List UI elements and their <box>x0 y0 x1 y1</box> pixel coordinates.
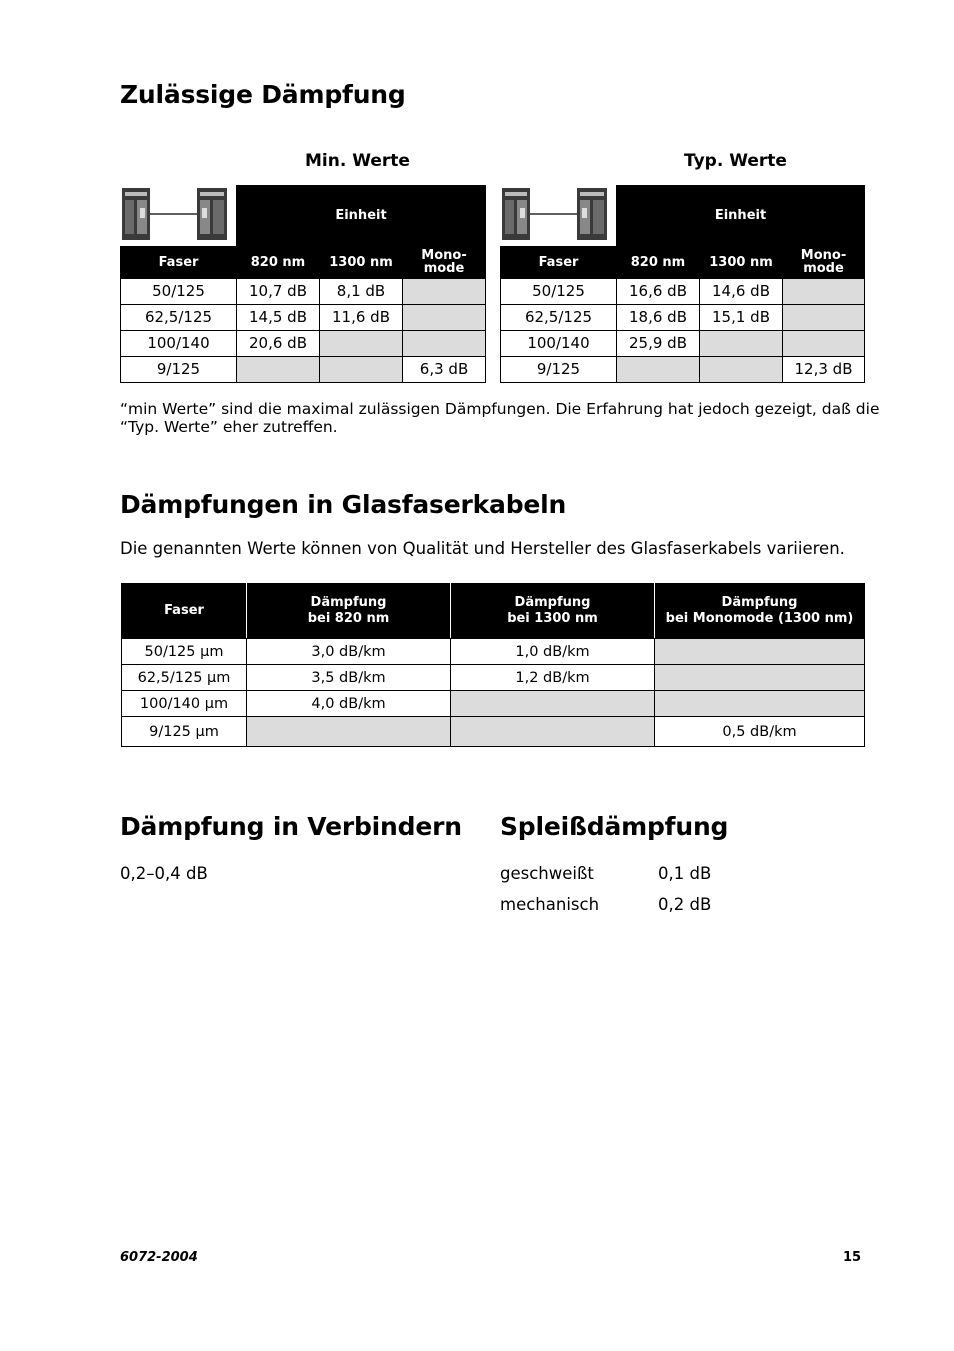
cell-820nm <box>247 717 451 747</box>
cell-820nm: 14,5 dB <box>237 304 320 330</box>
cell-1300nm: 15,1 dB <box>700 304 783 330</box>
table-row <box>122 717 865 747</box>
cell-monomode <box>783 330 865 356</box>
cell-faser: 9/125 <box>121 356 237 382</box>
section-intro: Die genannten Werte können von Qualität und Hersteller des Glasfaserkabels variieren. <box>120 539 845 558</box>
table-row <box>501 278 865 304</box>
cell-monomode <box>655 691 865 717</box>
table-row <box>121 304 486 330</box>
cell-1300nm: 11,6 dB <box>320 304 403 330</box>
col-header-820nm: Dämpfung bei 820 nm <box>247 584 451 639</box>
note-line-1: “min Werte” sind die maximal zulässigen Dämpfungen. Die Erfahrung hat jedoch gezeigt, daß die <box>120 400 880 418</box>
cell-1300nm <box>320 356 403 382</box>
table-row <box>122 665 865 691</box>
col-header-820nm: 820 nm <box>237 246 320 278</box>
col-header-faser: Faser <box>122 584 247 639</box>
cell-820nm: 10,7 dB <box>237 278 320 304</box>
cell-monomode <box>655 665 865 691</box>
min-values-label: Min. Werte <box>305 151 410 171</box>
unit-header: Einheit <box>617 186 865 247</box>
table-row <box>501 330 865 356</box>
cell-faser: 50/125 <box>121 278 237 304</box>
cell-820nm: 20,6 dB <box>237 330 320 356</box>
cell-faser: 9/125 µm <box>122 717 247 747</box>
connector-illustration <box>501 186 617 247</box>
cell-faser: 100/140 µm <box>122 691 247 717</box>
cell-monomode: 12,3 dB <box>783 356 865 382</box>
cell-faser: 50/125 <box>501 278 617 304</box>
table-row <box>501 356 865 382</box>
splice-value-welded: 0,1 dB <box>658 864 712 883</box>
cell-faser: 50/125 µm <box>122 639 247 665</box>
cell-monomode <box>403 330 486 356</box>
cell-faser: 9/125 <box>501 356 617 382</box>
splice-label-welded: geschweißt <box>500 864 594 883</box>
col-header-faser: Faser <box>121 246 237 278</box>
col-header-820nm: 820 nm <box>617 246 700 278</box>
table-row <box>122 691 865 717</box>
cell-faser: 100/140 <box>121 330 237 356</box>
fiber-link-icon <box>121 186 237 242</box>
splice-label-mechanical: mechanisch <box>500 895 600 914</box>
connector-illustration <box>121 186 237 247</box>
document-number: 6072-2004 <box>120 1250 198 1265</box>
fiber-link-icon <box>501 186 617 242</box>
cell-820nm <box>617 356 700 382</box>
table-row <box>121 356 486 382</box>
col-header-monomode: Dämpfung bei Monomode (1300 nm) <box>655 584 865 639</box>
cell-monomode <box>783 304 865 330</box>
col-header-1300nm: 1300 nm <box>700 246 783 278</box>
cell-1300nm <box>320 330 403 356</box>
table-row <box>121 278 486 304</box>
fiber-attenuation-table <box>121 583 865 747</box>
cell-faser: 62,5/125 <box>121 304 237 330</box>
cell-monomode <box>783 278 865 304</box>
cell-faser: 62,5/125 <box>501 304 617 330</box>
cell-1300nm <box>700 356 783 382</box>
col-header-1300nm: 1300 nm <box>320 246 403 278</box>
typ-values-table <box>500 185 865 383</box>
cell-820nm: 3,0 dB/km <box>247 639 451 665</box>
typ-values-label: Typ. Werte <box>684 151 787 171</box>
cell-820nm: 16,6 dB <box>617 278 700 304</box>
cell-820nm: 18,6 dB <box>617 304 700 330</box>
cell-1300nm: 1,0 dB/km <box>451 639 655 665</box>
min-values-table <box>120 185 486 383</box>
cell-1300nm: 14,6 dB <box>700 278 783 304</box>
cell-820nm: 25,9 dB <box>617 330 700 356</box>
unit-header: Einheit <box>237 186 486 247</box>
cell-monomode <box>403 304 486 330</box>
section-title-verbinder: Dämpfung in Verbindern <box>120 812 462 841</box>
table-row <box>501 304 865 330</box>
cell-820nm: 4,0 dB/km <box>247 691 451 717</box>
splice-value-mechanical: 0,2 dB <box>658 895 712 914</box>
cell-1300nm <box>451 717 655 747</box>
section-title-zulaessige-daempfung: Zulässige Dämpfung <box>120 80 406 109</box>
cell-1300nm: 8,1 dB <box>320 278 403 304</box>
cell-820nm: 3,5 dB/km <box>247 665 451 691</box>
note-line-2: “Typ. Werte” eher zutreffen. <box>120 418 338 436</box>
section-title-spleissdaempfung: Spleißdämpfung <box>500 812 729 841</box>
cell-monomode: 6,3 dB <box>403 356 486 382</box>
cell-monomode <box>403 278 486 304</box>
cell-monomode <box>655 639 865 665</box>
table-row <box>121 330 486 356</box>
cell-820nm <box>237 356 320 382</box>
connector-attenuation-value: 0,2–0,4 dB <box>120 864 208 883</box>
cell-faser: 100/140 <box>501 330 617 356</box>
cell-1300nm: 1,2 dB/km <box>451 665 655 691</box>
cell-monomode: 0,5 dB/km <box>655 717 865 747</box>
cell-1300nm <box>451 691 655 717</box>
col-header-monomode: Mono- mode <box>783 246 865 278</box>
cell-1300nm <box>700 330 783 356</box>
col-header-monomode: Mono- mode <box>403 246 486 278</box>
col-header-faser: Faser <box>501 246 617 278</box>
section-title-glasfaserkabel: Dämpfungen in Glasfaserkabeln <box>120 490 567 519</box>
col-header-1300nm: Dämpfung bei 1300 nm <box>451 584 655 639</box>
cell-faser: 62,5/125 µm <box>122 665 247 691</box>
page-number: 15 <box>843 1250 862 1265</box>
table-row <box>122 639 865 665</box>
